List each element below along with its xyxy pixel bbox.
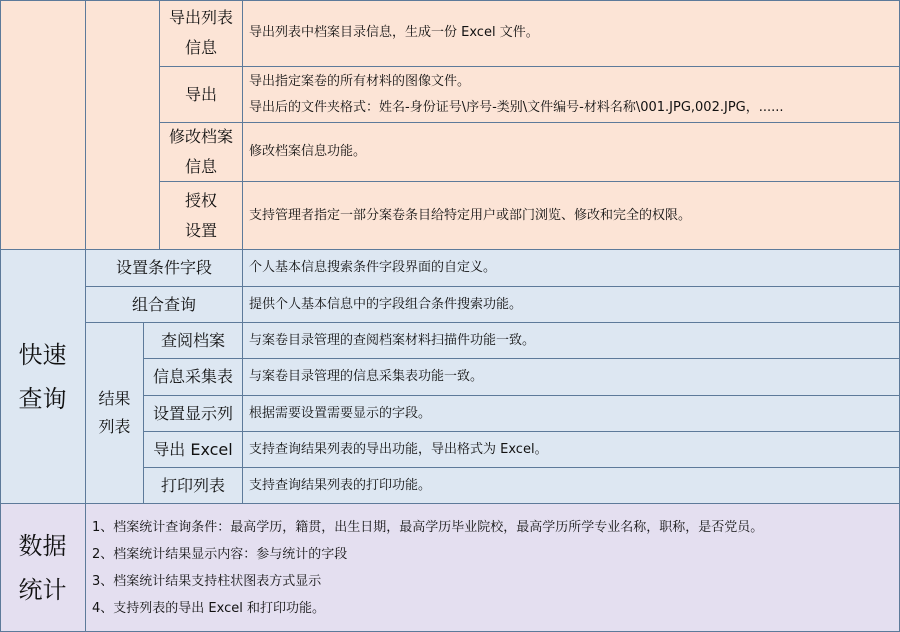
- row-label-view-archive: 查阅档案: [144, 323, 243, 359]
- row-desc-export-list-info: 导出列表中档案目录信息，生成一份 Excel 文件。: [243, 0, 900, 67]
- row-label-authorization: 授权 设置: [160, 182, 243, 250]
- row-desc-print-list: 支持查询结果列表的打印功能。: [243, 468, 900, 504]
- data-stats-title: 数据 统计: [0, 504, 86, 632]
- row-desc-authorization: 支持管理者指定一部分案卷条目给特定用户或部门浏览、修改和完全的权限。: [243, 182, 900, 250]
- section-left-blank: [0, 0, 86, 250]
- row-desc-modify-info: 修改档案信息功能。: [243, 123, 900, 182]
- data-stats-line-3: 3、档案统计结果支持柱状图表方式显示: [92, 573, 322, 589]
- data-stats-line-4: 4、支持列表的导出 Excel 和打印功能。: [92, 600, 325, 616]
- row-desc-info-collection-form: 与案卷目录管理的信息采集表功能一致。: [243, 359, 900, 396]
- row-desc-export-excel: 支持查询结果列表的导出功能，导出格式为 Excel。: [243, 432, 900, 468]
- row-desc-set-condition-fields: 个人基本信息搜索条件字段界面的自定义。: [243, 250, 900, 287]
- row-label-export-excel: 导出 Excel: [144, 432, 243, 468]
- row-label-set-display-columns: 设置显示列: [144, 396, 243, 432]
- quick-query-title: 快速 查询: [0, 250, 86, 504]
- row-label-print-list: 打印列表: [144, 468, 243, 504]
- data-stats-content: [86, 504, 900, 632]
- row-desc-view-archive: 与案卷目录管理的查阅档案材料扫描件功能一致。: [243, 323, 900, 359]
- row-label-export: 导出: [160, 67, 243, 123]
- row-label-modify-info: 修改档案 信息: [160, 123, 243, 182]
- result-list-title: 结果 列表: [86, 323, 144, 504]
- data-stats-line-1: 1、档案统计查询条件：最高学历，籍贯，出生日期，最高学历毕业院校，最高学历所学专业名称，职称，是否党员。: [92, 519, 764, 535]
- row-label-set-condition-fields: 设置条件字段: [86, 250, 243, 287]
- row-desc-export: 导出指定案卷的所有材料的图像文件。 导出后的文件夹格式：姓名-身份证号\序号-类别\文件编号-材料名称\001.JPG,002.JPG，......: [243, 67, 900, 123]
- row-label-combined-query: 组合查询: [86, 287, 243, 323]
- row-label-export-list-info: 导出列表 信息: [160, 0, 243, 67]
- data-stats-line-2: 2、档案统计结果显示内容：参与统计的字段: [92, 546, 348, 562]
- row-desc-combined-query: 提供个人基本信息中的字段组合条件搜索功能。: [243, 287, 900, 323]
- section-sub-blank: [86, 0, 160, 250]
- row-label-info-collection-form: 信息采集表: [144, 359, 243, 396]
- row-desc-set-display-columns: 根据需要设置需要显示的字段。: [243, 396, 900, 432]
